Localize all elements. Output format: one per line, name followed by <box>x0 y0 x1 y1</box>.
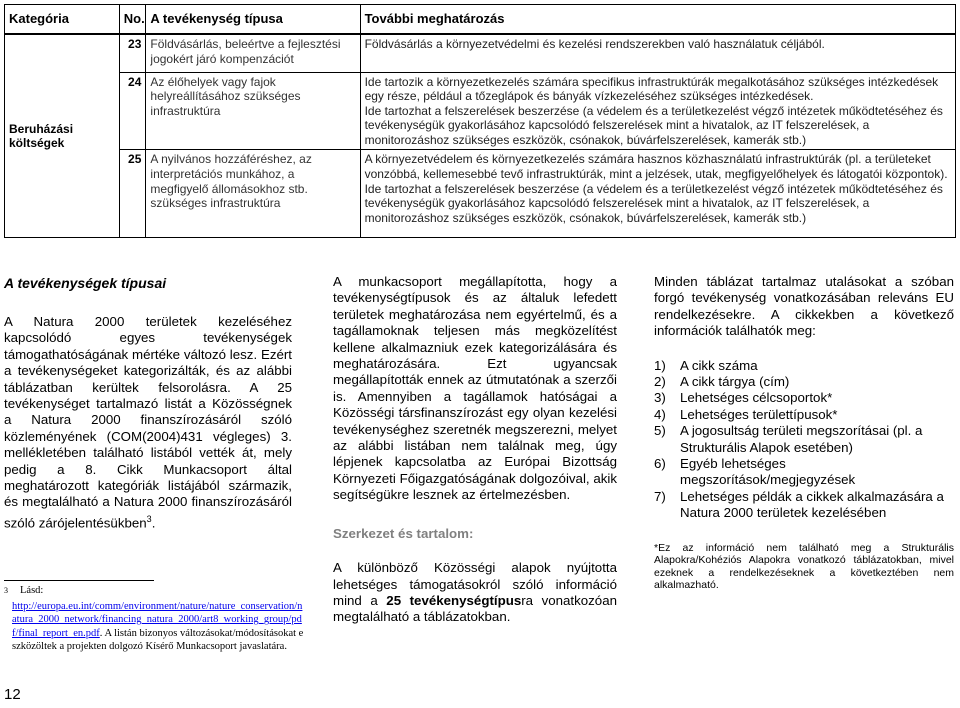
definition-text: A környezetvédelem és környezetkezelés számára hasznos közhasználatú infrastruktúrák (pl. a területeket vonzóbbá, kellemesebbé tevő infrastruktúrák, mint a jelzések, utak, megfigyelőhelyek és látogatói központok). <box>364 152 948 182</box>
activity-table <box>4 4 956 238</box>
column-middle <box>333 274 617 626</box>
definition-cell <box>360 34 955 72</box>
definition-text: Ide tartozik a környezetkezelés számára specifikus infrastruktúrák megalkotásához szükséges intézkedések egy része, például a tőzeglápok és bányák vízkezeléséhez szükséges intézkedések. <box>364 74 939 104</box>
row-number: 25 <box>119 150 146 238</box>
header-no: No. <box>119 5 146 35</box>
list-item <box>654 407 954 423</box>
list-item <box>654 390 954 406</box>
list-number: 1) <box>654 357 666 373</box>
list-number: 7) <box>654 488 666 504</box>
list-text: A jogosultság területi megszorításai (pl. a Strukturális Alapok esetében) <box>680 423 923 455</box>
list-text: A cikk tárgya (cím) <box>680 374 790 390</box>
structure-bold: 25 tevékenységtípus <box>386 592 522 608</box>
list-number: 5) <box>654 423 666 439</box>
list-item <box>654 358 954 374</box>
list-number: 4) <box>654 406 666 422</box>
footnote-body: http://europa.eu.int/comm/environment/nature/nature_conservation/natura_2000_network/financing_natura_2000/art8_working_group/pdf/final_report_en.pdf. A listán bizonyos változásokat/módosításokat eszközöltek a projekten dolgozó Kísérő Munkacsoport javaslatára. <box>12 600 304 652</box>
list-item <box>654 456 954 489</box>
footnote-mark: 3 <box>4 586 8 595</box>
footnote-text: A listán bizonyos változásokat/módosításokat eszközöltek a projekten dolgozó Kísérő Munkacsoport javaslatára. <box>12 627 304 652</box>
footnote-row <box>4 584 304 598</box>
activity-cell: Földvásárlás, beleértve a fejlesztési jogokért járó kompenzációt <box>146 34 360 72</box>
structure-text-end: ra vonatkozóan megtalálható a táblázatokban. <box>333 592 617 625</box>
table-row <box>5 72 956 150</box>
table-note: *Ez az információ nem található meg a Strukturális Alapokra/Kohéziós Alapokra vonatkozó táblázatokban, mivel ezeknek a rendelkezéseknek a következtében nem alkalmazható. <box>654 541 954 592</box>
definition-text: Ide tartozhat a felszerelések beszerzése (a védelem és a területkezelést végző intézetek működtetéséhez és tevékenységük gyakorlásához kapcsolódó felszerelések mint a hivatalok, az IT felszerelések, a monitorozáshoz szükséges eszközök, csónakok, búvárfelszerelések, kamerák stb.) <box>364 103 943 147</box>
list-item <box>654 374 954 390</box>
definition-cell <box>360 150 955 238</box>
structure-paragraph <box>333 560 617 626</box>
column-right <box>654 274 954 592</box>
table-row <box>5 150 956 238</box>
table-row <box>5 34 956 72</box>
header-activity-type: A tevékenység típusa <box>146 5 360 35</box>
header-definition: További meghatározás <box>360 5 955 35</box>
table-header-row <box>5 5 956 35</box>
header-category: Kategória <box>5 5 120 35</box>
definition-text: Ide tartozhat a felszerelések beszerzése (a védelem és a területkezelést végző intézetek működtetéséhez és tevékenységük gyakorlásához kapcsolódó felszerelések mint a hivatalok, az IT felszerelések, a monitorozáshoz szükséges eszközök, csónakok, búvárfelszerelések, kamerák stb.) <box>364 181 943 225</box>
list-text: Lehetséges területtípusok* <box>680 406 838 422</box>
intro-text: A Natura 2000 területek kezeléséhez kapcsolódó egyes tevékenységek támogathatóságának mértéke változó lesz. Ezért a tevékenységeket kategorizálták, és az alábbi táblázatban kerültek felsorolásra. A 25 tevékenységet tartalmazó listát a Közösségnek a Natura 2000 finanszírozásáról szóló közleményének (COM(2004)431 végleges) 3. mellékletében található listából vették át, mely pedig a 8. Cikk Munkacsoport által meghatározott kategóriák listájából származik, és megtalálható a Natura 2000 finanszírozásáról szóló zárójelentésükben <box>4 314 292 531</box>
list-text: Lehetséges célcsoportok* <box>680 390 833 406</box>
row-number: 24 <box>119 72 146 150</box>
intro-paragraph: A Natura 2000 területek kezeléséhez kapcsolódó egyes tevékenységek támogathatóságának mértéke változó lesz. Ezért a tevékenységeket kategorizálták, és az alábbi táblázatban kerültek felsorolásra. A 25 tevékenységet tartalmazó listát a Közösségnek a Natura 2000 finanszírozásáról szóló közleményének (COM(2004)431 végleges) 3. mellékletében található listából vették át, mely pedig a 8. Cikk Munkacsoport által meghatározott kategóriák listájából származik, és megtalálható a Natura 2000 finanszírozásáról szóló zárójelentésükben$^3$. <box>4 314 292 531</box>
definition-text: Földvásárlás a környezetvédelmi és kezelési rendszerekben való használatuk céljából. <box>364 37 825 51</box>
list-text: Lehetséges példák a cikkek alkalmazására a Natura 2000 területek kezelésében <box>680 488 944 521</box>
row-number: 23 <box>119 34 146 72</box>
activity-cell: Az élőhelyek vagy fajok helyreállításához szükséges infrastruktúra <box>146 72 360 150</box>
info-list <box>654 358 954 522</box>
footnote-ref: 3 <box>146 513 152 524</box>
subheading: Szerkezet és tartalom: <box>333 525 474 541</box>
footnote-link[interactable]: http://europa.eu.int/comm/environment/nature/nature_conservation/natura_2000_network/financing_natura_2000/art8_working_group/pdf/final_report_en.pdf <box>12 600 303 639</box>
list-text: A cikk száma <box>680 357 758 373</box>
right-intro: Minden táblázat tartalmaz utalásokat a szóban forgó tevékenység vonatkozásában releváns EU rendelkezésekre. A cikkekben a következő információk találhatók meg: <box>654 274 954 339</box>
column-left <box>4 275 292 532</box>
footnote <box>4 584 304 654</box>
structure-text: A különböző Közösségi alapok nyújtotta lehetséges támogatásokról szóló információ mind a <box>333 560 617 608</box>
footnote-divider <box>4 580 154 581</box>
list-number: 6) <box>654 456 666 472</box>
definition-cell <box>360 72 955 150</box>
list-item <box>654 489 954 522</box>
list-number: 3) <box>654 390 666 406</box>
list-number: 2) <box>654 374 666 390</box>
section-title: A tevékenységek típusai <box>4 275 167 291</box>
page-number: 12 <box>4 686 21 703</box>
activity-cell: A nyilvános hozzáféréshez, az interpretációs munkához, a megfigyelő állomásokhoz stb. szükséges infrastruktúra <box>146 150 360 238</box>
middle-paragraph: A munkacsoport megállapította, hogy a tevékenységtípusok és az általuk lefedett területek meghatározása nem egyértelmű, és a tagállamoknak teljesen más megközelítést kellene alkalmazniuk ezek kategorizálására és meghatározására. Ezt ugyancsak megállapították ennek az útmutatónak a szerzői is. Amennyiben a tagállamok hatóságai a Közösségi társfinanszírozást egy olyan kezelési tevékenységhez szeretnék megszerezni, melyet az alábbi listában nem találnak meg, úgy lépjenek kapcsolatba az Európai Bizottság Környezeti Főigazgatóságának dolgozóival, akik segítségükre lesznek az értelmezésben. <box>333 274 617 503</box>
category-cell: Beruházási költségek <box>5 34 120 238</box>
list-item <box>654 423 954 456</box>
list-text: Egyéb lehetséges megszorítások/megjegyzések <box>680 456 856 488</box>
footnote-label: Lásd: <box>20 585 44 596</box>
